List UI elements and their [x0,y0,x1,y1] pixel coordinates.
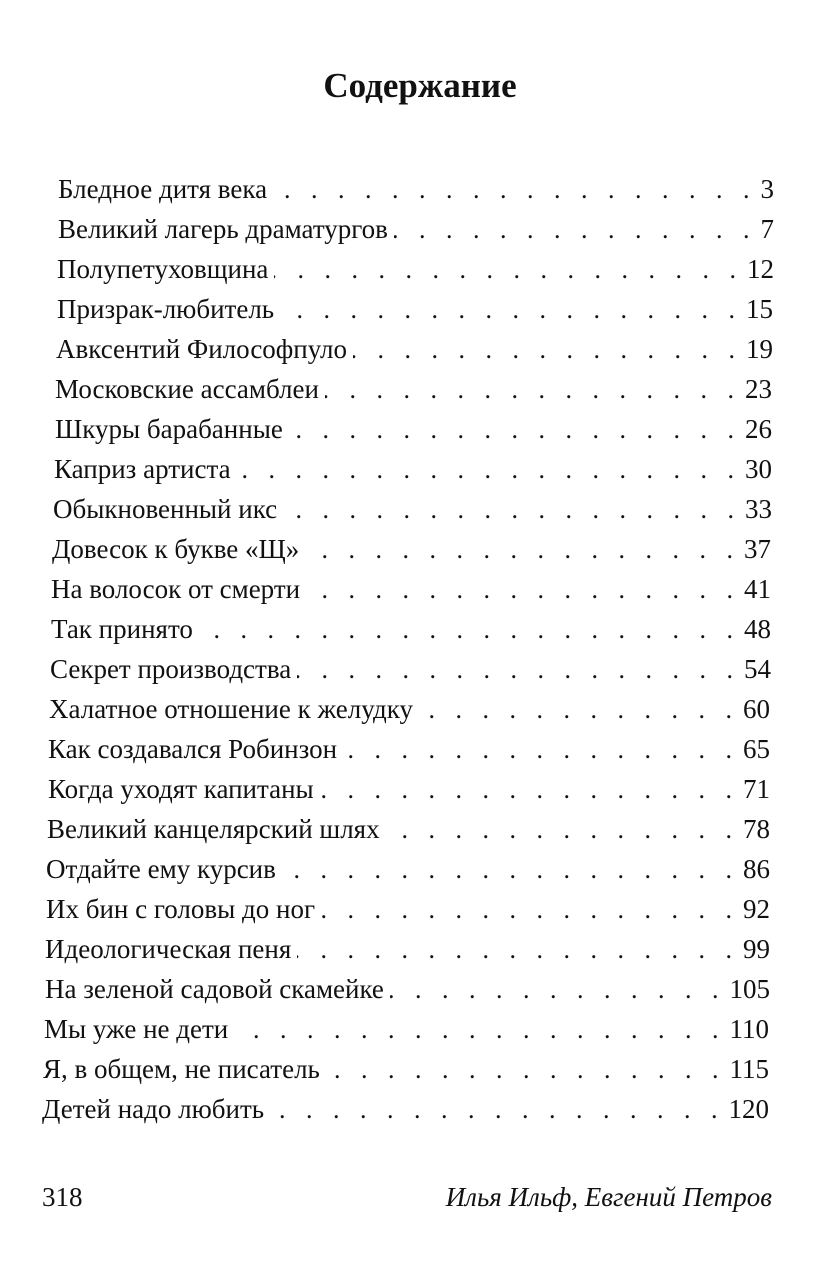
toc-row [44,1005,769,1045]
toc-page: 65 [743,734,770,764]
toc-leader [297,655,740,685]
toc-row [58,205,774,245]
toc-leader [326,1055,726,1085]
page-number: 318 [42,1182,83,1212]
toc-leader [289,415,741,445]
toc-row [58,165,774,205]
toc-page: 33 [745,494,772,524]
toc-leader [273,175,756,205]
page-title: Содержание [323,66,517,105]
toc-title: Их бин с головы до ног [46,894,316,924]
toc-title: Каприз артиста [54,454,231,484]
toc-page: 3 [760,174,774,204]
toc-title: Обыкновенный икс [53,494,278,524]
toc-row [46,885,770,925]
toc-page: 115 [729,1054,769,1084]
toc-row [55,405,772,445]
toc-row [52,525,771,565]
toc-leader [321,895,739,925]
toc-title: Детей надо любить [42,1094,265,1124]
toc-leader [282,855,739,885]
toc-title: Московские ассамблеи [55,374,319,404]
toc-page: 7 [760,214,774,244]
toc-page: 48 [744,614,771,644]
toc-title: Призрак-любитель [57,294,275,324]
toc-leader [353,335,742,365]
toc-title: Великий лагерь драматургов [58,214,388,244]
toc-row [55,365,772,405]
toc-row [48,725,770,765]
toc-page: 71 [743,774,770,804]
toc-row [57,245,774,285]
toc-leader [394,215,757,245]
toc-row [48,765,770,805]
toc-leader [343,735,739,765]
toc-leader [386,815,739,845]
toc-leader [237,455,741,485]
toc-page: 26 [745,414,772,444]
running-footer-authors: Илья Ильф, Евгений Петров [445,1182,772,1212]
toc-title: Великий канцелярский шлях [47,814,380,844]
toc-leader [283,495,741,525]
toc-page: 54 [744,654,771,684]
toc-title: Отдайте ему курсив [46,854,276,884]
toc-page: 110 [729,1014,769,1044]
toc-page: 37 [744,534,771,564]
toc-title: На волосок от смерти [51,574,301,604]
toc-row [53,485,772,525]
toc-leader [297,935,739,965]
toc-page: 60 [743,694,770,724]
toc-leader [280,295,742,325]
toc-row [56,325,773,365]
toc-title: Полупетуховщина [57,254,269,284]
toc-row [46,845,770,885]
toc-leader [306,575,740,605]
toc-row [50,645,771,685]
toc-page: 99 [743,934,770,964]
toc-page: 92 [743,894,770,924]
toc-leader [390,975,726,1005]
toc-leader [419,695,739,725]
toc-row [43,1045,769,1085]
toc-page: 78 [743,814,770,844]
toc-page: 86 [743,854,770,884]
toc-title: Идеологическая пеня [45,934,292,964]
toc-title: Халатное отношение к желудку [49,694,413,724]
toc-title: Мы уже не дети [44,1014,229,1044]
toc-title: Секрет производства [50,654,292,684]
toc-row [47,805,770,845]
toc-title: Бледное дитя века [58,174,268,204]
toc-title: Довесок к букве «Щ» [52,534,300,564]
toc-row [42,1085,769,1125]
toc-row [45,965,770,1005]
toc-leader [234,1015,725,1045]
toc-row [51,605,771,645]
toc-leader [199,615,740,645]
toc-leader [325,375,741,405]
toc-title: Как создавался Робинзон [48,734,338,764]
toc-title: Когда уходят капитаны [48,774,314,804]
toc-row [51,565,771,605]
toc-row [57,285,773,325]
toc-page: 120 [728,1094,769,1124]
toc-page: 30 [745,454,772,484]
toc-leader [305,535,740,565]
toc-page: 19 [746,334,773,364]
toc-leader [270,1095,724,1125]
toc-page: 41 [744,574,771,604]
toc-leader [274,255,743,285]
toc-title: Шкуры барабанные [55,414,283,444]
toc-row [45,925,770,965]
toc-leader [320,775,739,805]
toc-row [54,445,772,485]
toc-row [49,685,770,725]
toc-title: Авксентий Философпуло [56,334,348,364]
toc-page: 15 [746,294,773,324]
toc-page: 12 [747,254,774,284]
toc-title: Я, в общем, не писатель [43,1054,320,1084]
toc-page: 23 [745,374,772,404]
toc-page: 105 [729,974,770,1004]
toc-title: На зеленой садовой скамейке [45,974,384,1004]
toc-title: Так принято [51,614,193,644]
